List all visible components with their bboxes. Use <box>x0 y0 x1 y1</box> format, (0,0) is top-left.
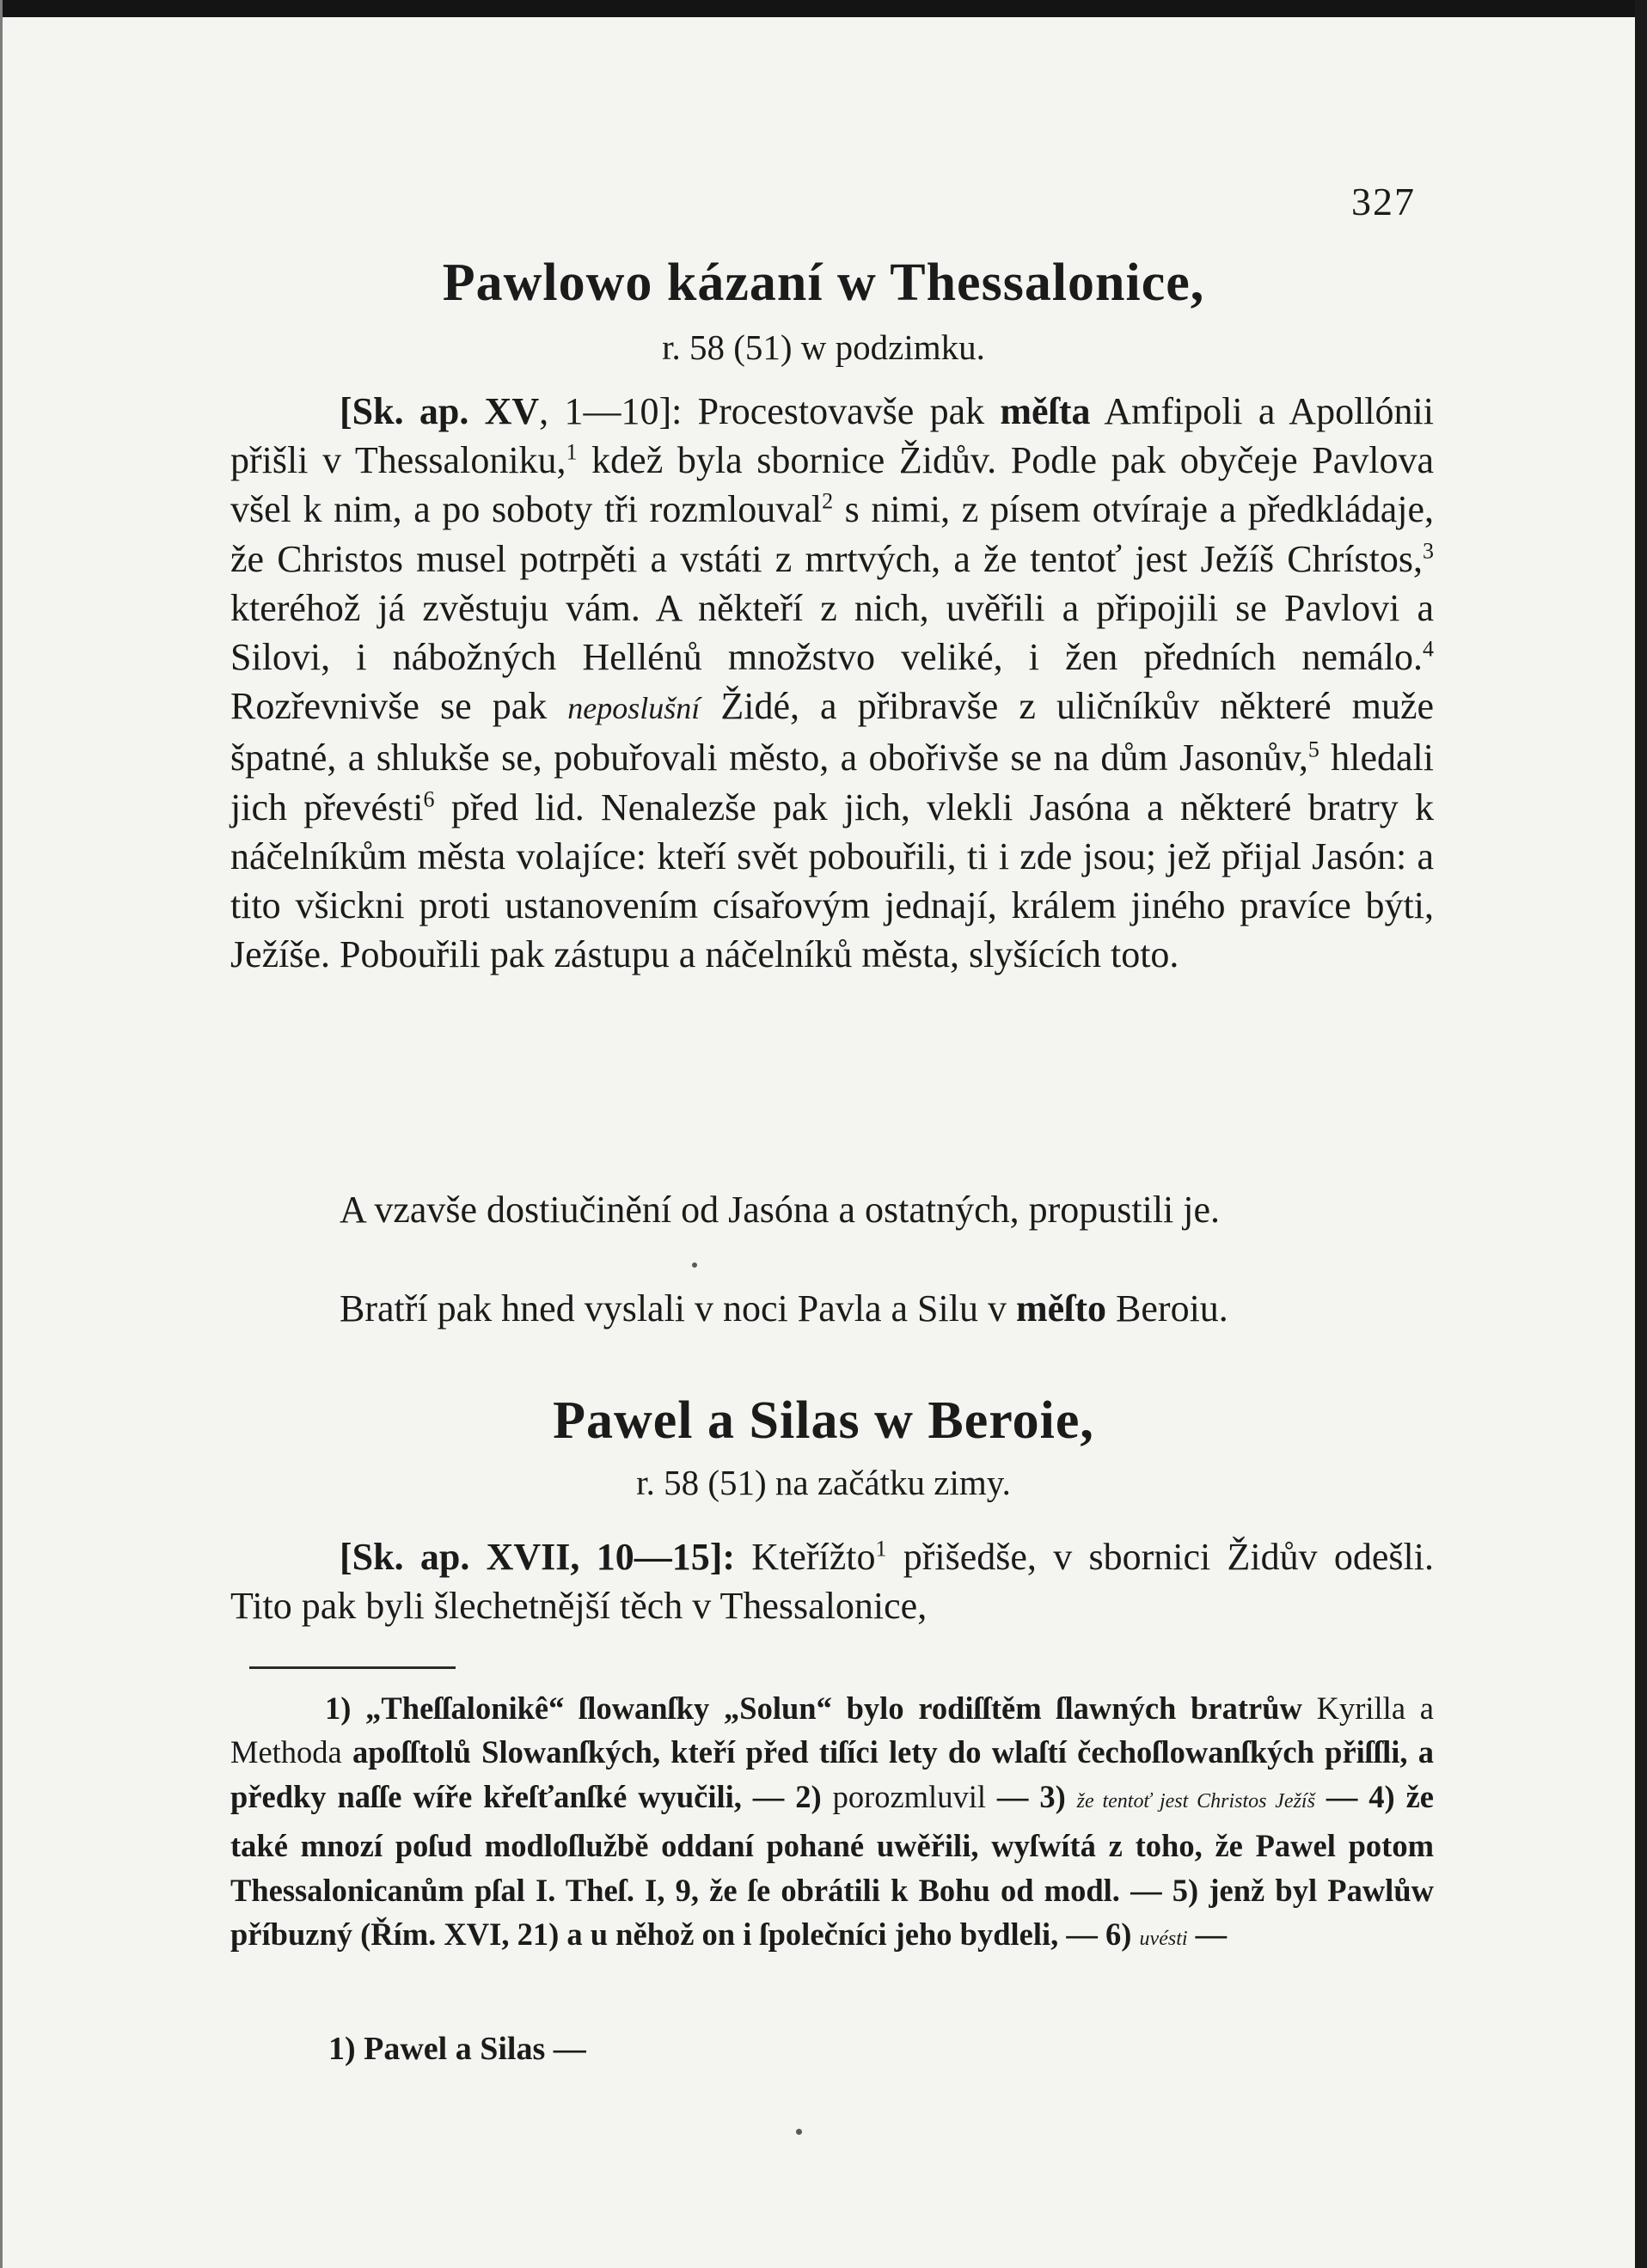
section-title-beroia: Pawel a Silas w Beroie, <box>553 1391 1094 1450</box>
page-number: 327 <box>1351 180 1416 223</box>
text-segment: Amfipoli a Apollónii přišli v Thessaloniku, <box>230 390 1434 482</box>
text-segment: s nimi, z písem otvíraje a předkládaje, že Christos musel potrpěti a vstáti z mrtvých, a že tentoť jest Ježíš Chrístos, <box>230 488 1434 580</box>
scripture-reference-tail: , 1—10]: <box>539 390 683 432</box>
text-segment: Židé, a přibravše z uličníkův některé muže špatné, a shlukše se, pobuřovali město, a obořivše se na dům Jasonův, <box>230 685 1434 779</box>
text-segment: hledali jich převésti <box>230 737 1435 828</box>
paragraph-brothers <box>230 1284 1434 1333</box>
footnote-marker: 4 <box>1423 636 1434 662</box>
text-segment: Kteřížto <box>735 1536 876 1578</box>
text-segment: Procestovavše pak <box>682 390 1001 432</box>
fraktur-word: měſto <box>1015 1287 1107 1330</box>
footnote-marker: 1 <box>875 1536 887 1562</box>
section-date-thessalonica: r. 58 (51) w podzimku. <box>662 327 985 367</box>
text-segment: přišedše, v sbornici Židův odešli. Tito pak byli šlechetnější těch v Thessalonice, <box>230 1536 1435 1628</box>
footnote-marker: 6 <box>423 786 435 811</box>
scripture-reference: [Sk. ap. XV <box>340 390 540 432</box>
scripture-reference: [Sk. ap. XVII, 10—15]: <box>340 1536 736 1578</box>
footnote-marker: 3 <box>1423 537 1434 563</box>
text-segment: Beroiu. <box>1106 1287 1228 1330</box>
fraktur-word: měſta <box>1000 390 1091 432</box>
text-segment: Rozřevnivše se pak <box>230 685 568 728</box>
footnote-text: — 3) <box>985 1778 1077 1814</box>
paragraph-jason: A vzavše dostiučinění od Jasóna a ostatných, propustili je. <box>340 1189 1221 1231</box>
footnote-text: porozmluvil <box>832 1778 986 1814</box>
text-segment: kdež byla sbornice Židův. Podle pak obyčeje Pavlova všel k nim, a po soboty tři rozmlouval <box>230 439 1434 531</box>
footnote-text: — <box>1187 1916 1228 1953</box>
footnote-marker: 1 <box>566 439 578 465</box>
footnote-marker: 2 <box>822 488 834 514</box>
scan-speck <box>796 2129 802 2135</box>
footnote-divider <box>249 1666 456 1669</box>
text-segment: kteréhož já zvěstuju vám. A někteří z nich, uvěřili a připojili se Pavlovi a Silovi, i nábožných Hellénů množstvo veliké, i žen předních nemálo. <box>230 586 1434 679</box>
paragraph-beroia <box>230 1532 1434 1630</box>
text-segment: před lid. Nenalezše pak jich, vlekli Jasóna a některé bratry k náčelníkům města volajíce: kteří svět pobouřili, ti i zde jsou; jež přijal Jasón: a tito všickni proti ustanovením císařovým jednají, králem jiného pravíce býti, Ježíše. Pobouřili pak zástupu a náčelníků města, slyšících toto. <box>230 786 1435 976</box>
section-date-beroia: r. 58 (51) na začátku zimy. <box>636 1463 1011 1502</box>
scan-speck <box>692 1262 697 1268</box>
paragraph-thessalonica <box>230 387 1434 979</box>
footnote-text: Kyrilla a Methoda <box>230 1690 1435 1770</box>
footnotes-block <box>230 1686 1434 1961</box>
section-title-thessalonica: Pawlowo kázaní w Thessalonice, <box>442 254 1205 312</box>
text-segment: Bratří pak hned vyslali v noci Pavla a Silu v <box>340 1287 1016 1330</box>
scan-top-edge <box>0 0 1647 17</box>
footnote-text: 1) „Theſſalonikê“ ſlowanſky „Solun“ bylo rodiſſtěm ſlawných bratrůw <box>325 1690 1317 1726</box>
footnote-text: apoſſtolů Slowanſkých, kteří před tiſíci lety do wlaſtí čechoſlowanſkých přiſſli, a předky naſſe wíře křeſťanſké wyučili, — 2) <box>230 1734 1434 1814</box>
footnote-small-text: uvésti <box>1139 1928 1188 1951</box>
italic-word: neposlušní <box>567 691 701 726</box>
footnote-text: — 4) že také mnozí poſud modloſlužbě oddaní pohané uwěřili, wyſwítá z toho, že Pawel potom Thessalonicanům pſal I. Theſ. I, 9, že ſe obrátili k Bohu od modl. — 5) jenž byl Pawlůw příbuzný (Řím. XVI, 21) a u něhož on i ſpolečníci jeho bydleli, — 6) <box>230 1778 1434 1953</box>
footnote-small-text: že tentoť jest Christos Ježíš <box>1076 1789 1315 1813</box>
footnote-marker: 5 <box>1307 737 1319 762</box>
footnote-second-section: 1) Pawel a Silas — <box>328 2031 586 2067</box>
